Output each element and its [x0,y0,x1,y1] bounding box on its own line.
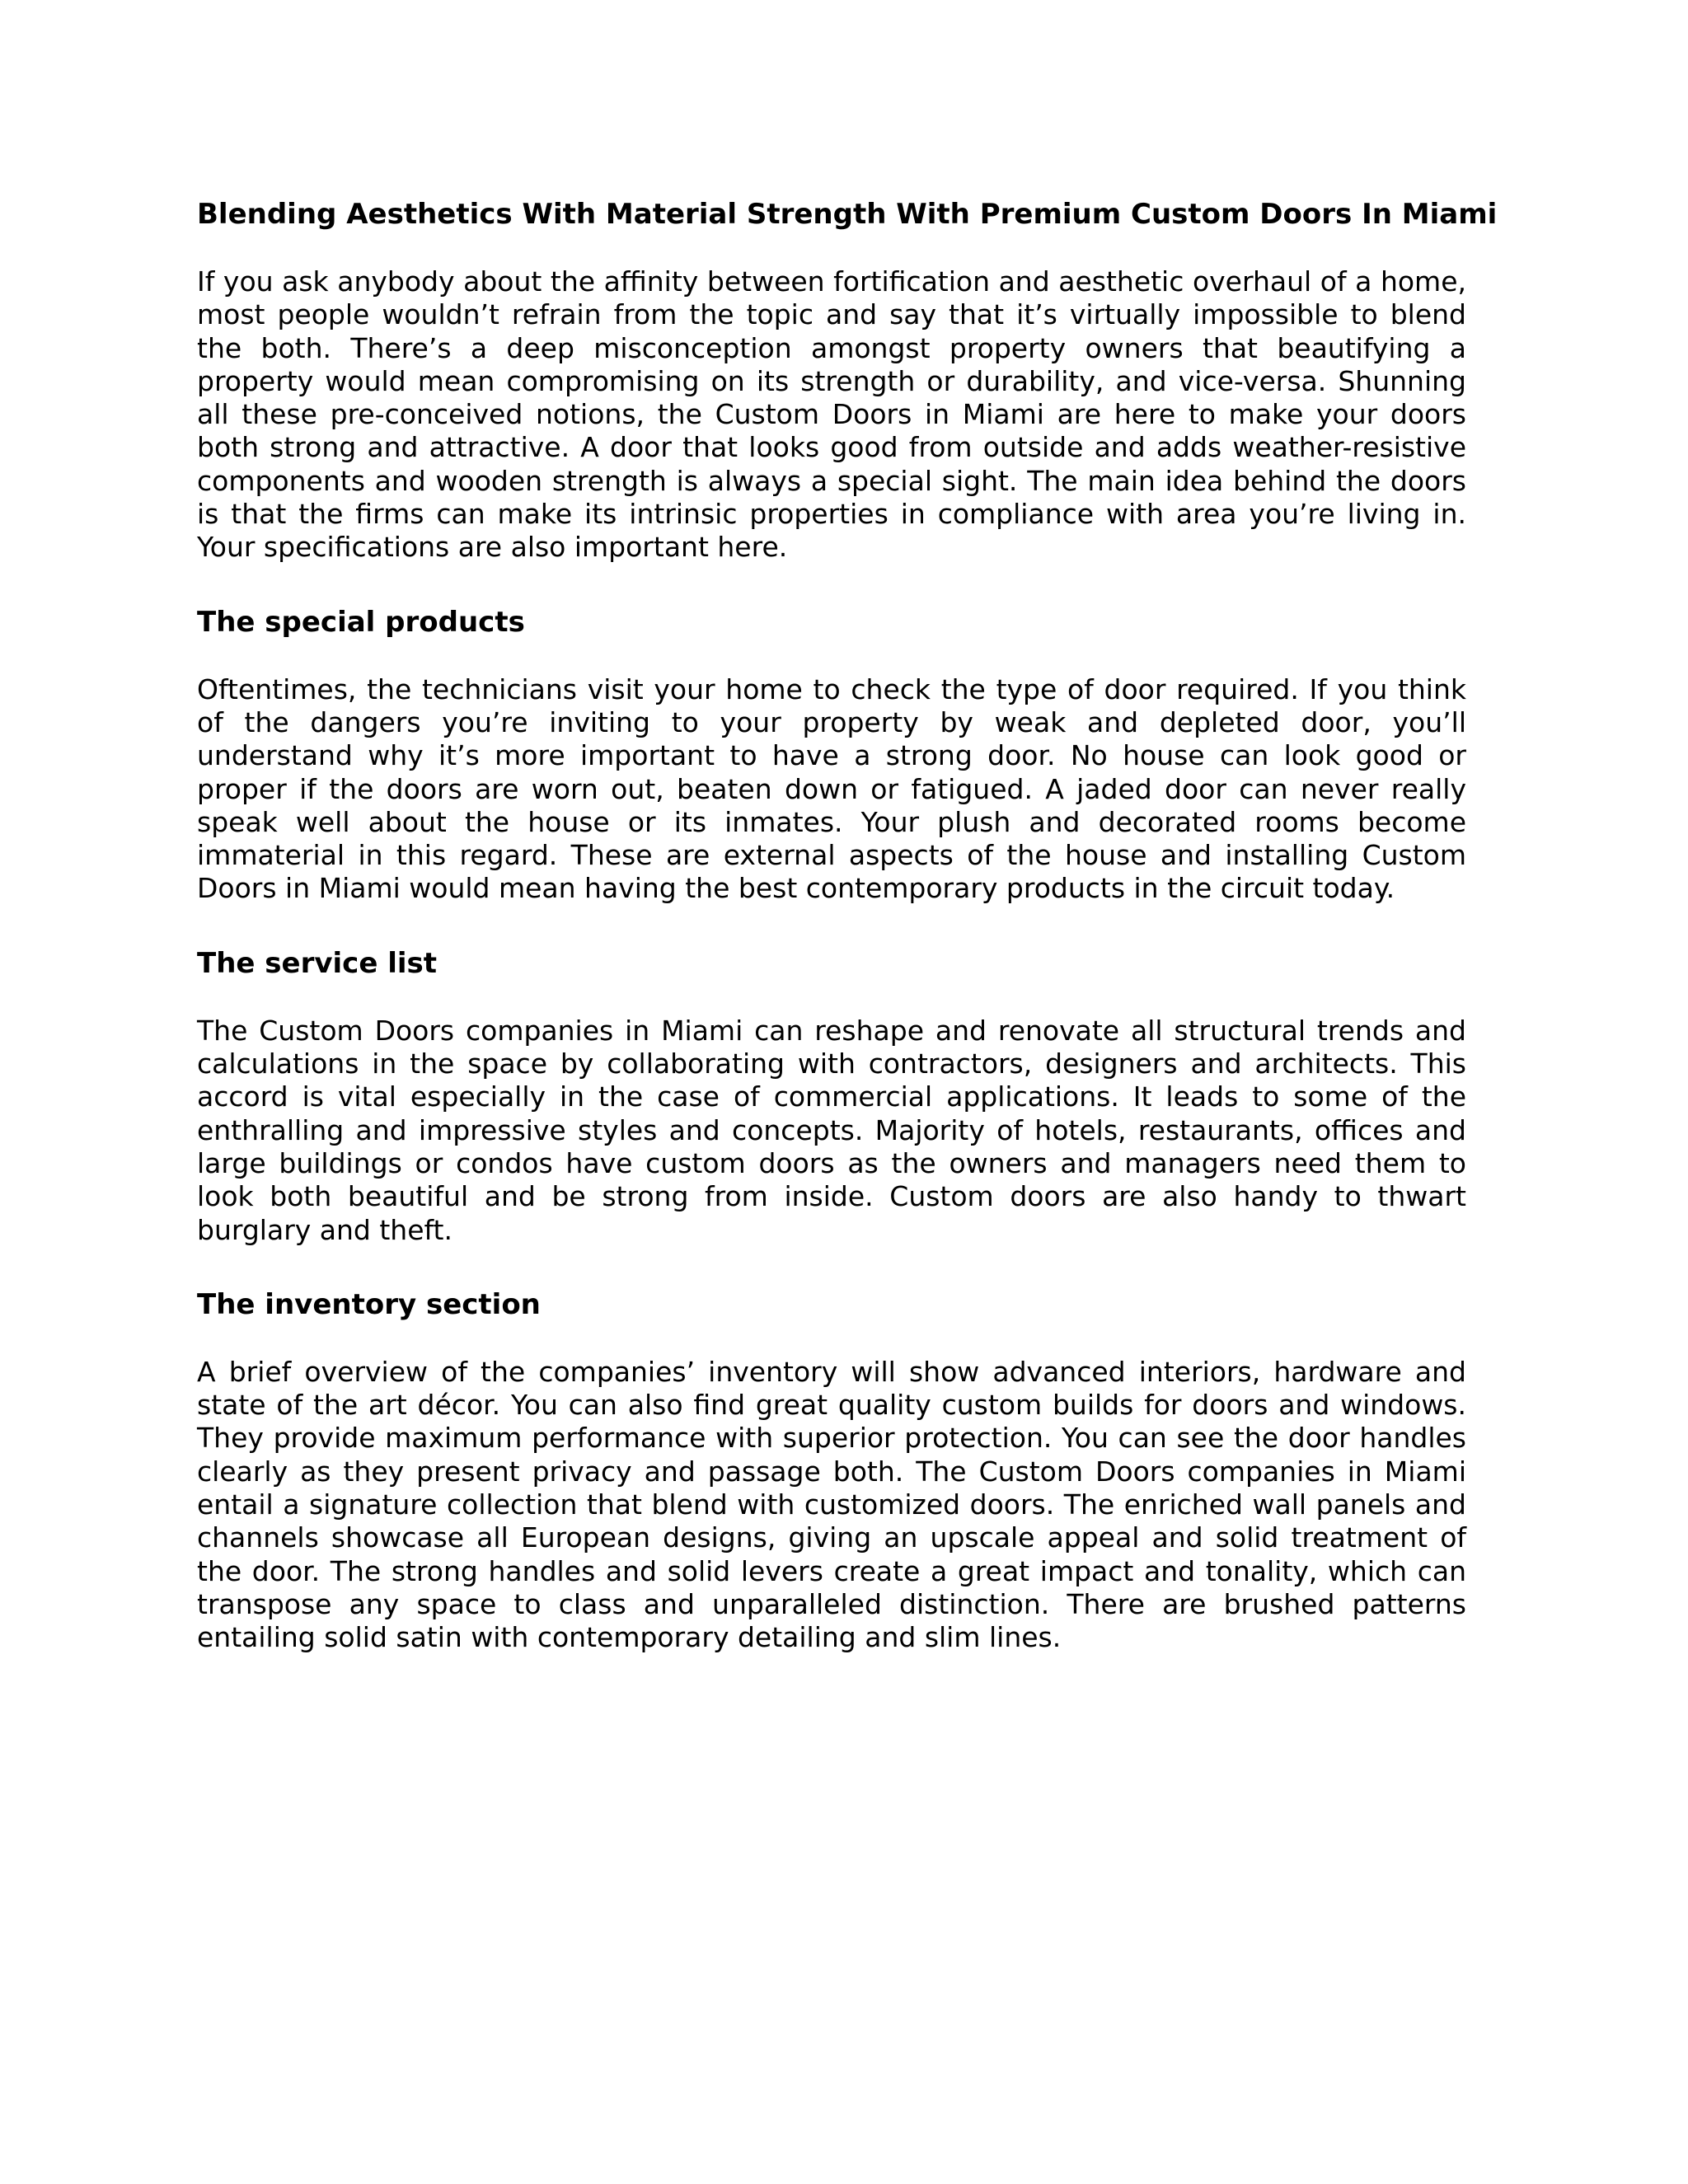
document-page [197,194,1498,1693]
section-body-service-list: The Custom Doors companies in Miami can reshape and renovate all structural trends and calculations in the space by collaborating with contractors, designers and architects. This accord is vital especially in the case of commercial applications. It leads to some of the enthralling and impressive styles and concepts. Majority of hotels, restaurants, offices and large buildings or condos have custom doors as the owners and managers need them to look both beautiful and be strong from inside. Custom doors are also handy to thwart burglary and theft. [197,1014,1466,1246]
section-heading-inventory-section: The inventory section [197,1287,541,1321]
section-body-inventory-section: A brief overview of the companies’ inventory will show advanced interiors, hardware and state of the art décor. You can also find great quality custom builds for doors and windows. They provide maximum performance with superior protection. You can see the door handles clearly as they present privacy and passage both. The Custom Doors companies in Miami entail a signature collection that blend with customized doors. The enriched wall panels and channels showcase all European designs, giving an upscale appeal and solid treatment of the door. The strong handles and solid levers create a great impact and tonality, which can transpose any space to class and unparalleled distinction. There are brushed patterns entailing solid satin with contemporary detailing and slim lines. [197,1355,1466,1654]
section-body-special-products: Oftentimes, the technicians visit your home to check the type of door required. If you think of the dangers you’re inviting to your property by weak and depleted door, you’ll understand why it’s more important to have a strong door. No house can look good or proper if the doors are worn out, beaten down or fatigued. A jaded door can never really speak well about the house or its inmates. Your plush and decorated rooms become immaterial in this regard. These are external aspects of the house and installing Custom Doors in Miami would mean having the best contemporary products in the circuit today. [197,673,1466,905]
intro-paragraph: If you ask anybody about the affinity between fortification and aesthetic overhaul of a home, most people wouldn’t refrain from the topic and say that it’s virtually impossible to blend the both. There’s a deep misconception amongst property owners that beautifying a property would mean compromising on its strength or durability, and vice-versa. Shunning all these pre-conceived notions, the Custom Doors in Miami are here to make your doors both strong and attractive. A door that looks good from outside and adds weather-resistive components and wooden strength is always a special sight. The main idea behind the doors is that the firms can make its intrinsic properties in compliance with area you’re living in. Your specifications are also important here. [197,265,1466,564]
section-heading-service-list: The service list [197,946,438,980]
document-title: Blending Aesthetics With Material Strength With Premium Custom Doors In Miami [197,198,1498,231]
section-heading-special-products: The special products [197,605,525,639]
